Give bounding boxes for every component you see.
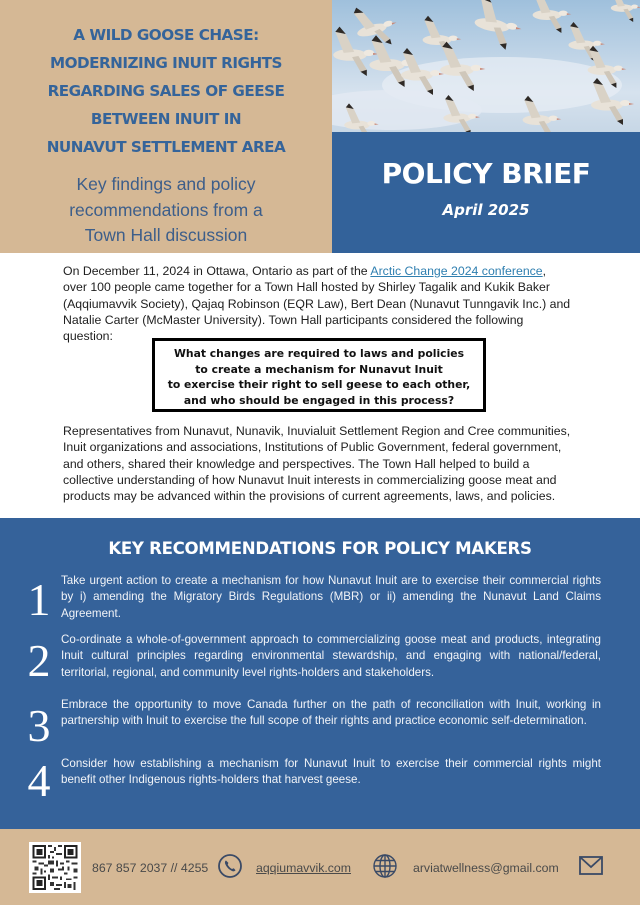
context-line: products may be advanced within the provisions of current agreements, laws, and policies.: [63, 489, 556, 504]
title-line: MODERNIZING INUIT RIGHTS: [49, 54, 282, 72]
document-subtitle: [0, 172, 332, 249]
recommendations-section: [0, 518, 640, 829]
header: [0, 0, 640, 253]
flying-geese-illustration: [332, 0, 640, 132]
recommendation-text: Take urgent action to create a mechanism for how Nunavut Inuit are to exercise their commercial rights by i) amending the Migratory Birds Regulations (MBR) or ii) amending the Nunavut Land Claims Agreement.: [61, 574, 601, 620]
intro-line: question:: [63, 329, 113, 344]
recommendations-heading: KEY RECOMMENDATIONS FOR POLICY MAKERS: [108, 539, 532, 558]
phone-icon: [217, 853, 243, 884]
policy-brief-banner: [332, 132, 640, 253]
recommendation-number: 3: [27, 700, 51, 751]
qr-code-icon: [32, 845, 78, 890]
title-line: BETWEEN INUIT IN: [90, 110, 242, 128]
subtitle-line: Town Hall discussion: [84, 225, 248, 245]
email-address[interactable]: arviatwellness@gmail.com: [413, 861, 559, 875]
brief-panel: [332, 0, 640, 253]
publication-date: April 2025: [442, 201, 530, 219]
context-line: Inuit organizations and associations, Institutions of Public Government, federal government,: [63, 440, 562, 455]
question-line: to create a mechanism for Nunavut Inuit: [195, 362, 443, 376]
context-line: and others, shared their knowledge and perspectives. The Town Hall helped to build a: [63, 456, 530, 471]
envelope-icon: [579, 856, 603, 881]
question-line: to exercise their right to sell geese to each other,: [167, 378, 471, 391]
context-paragraph: [63, 423, 608, 504]
recommendation-text: Co-ordinate a whole-of-government approach to commercializing goose meat and products, integrating Inuit cultural principles regarding environmental stewardship, and engaging with national/federal, territorial, regional, and community level rights-holders and stakeholders.: [61, 633, 601, 679]
question-line: and who should be engaged in this process?: [183, 393, 455, 407]
recommendation-text: Consider how establishing a mechanism for Nunavut Inuit to exercise their commercial rights might benefit other Indigenous rights-holders that harvest geese.: [61, 757, 601, 787]
title-line: NUNAVUT SETTLEMENT AREA: [46, 138, 286, 156]
intro-line: over 100 people came together for a Town Hall hosted by Shirley Tagalik and Kukik Baker: [63, 280, 550, 295]
recommendation-text: Embrace the opportunity to move Canada further on the path of reconciliation with Inuit, working in partnership with Inuit to exercise the full scope of their rights and practice economic self-determination.: [61, 698, 601, 728]
question-line: What changes are required to laws and policies: [173, 347, 465, 360]
intro-paragraph: [63, 263, 593, 344]
intro-line: On December 11, 2024 in Ottawa, Ontario as part of the Arctic Change 2024 conference,: [63, 264, 547, 278]
intro-line: (Aqqiumavvik Society), Qajaq Robinson (EQR Law), Bert Dean (Nunavut Tunngavik Inc.) and: [63, 296, 571, 311]
website-link[interactable]: aqqiumavvik.com: [256, 861, 351, 875]
arctic-change-conference-link[interactable]: Arctic Change 2024 conference: [370, 264, 543, 278]
context-line: collective understanding of how Nunavut Inuit interests in commercializing goose meat and: [63, 472, 557, 487]
qr-code[interactable]: [29, 842, 81, 893]
title-line: REGARDING SALES OF GEESE: [47, 82, 285, 100]
subtitle-line: recommendations from a: [69, 199, 263, 220]
title-panel: [0, 0, 332, 253]
geese-photo: [332, 0, 640, 132]
contact-footer: [0, 829, 640, 905]
globe-icon: [372, 853, 398, 884]
intro-line: Natalie Carter (McMaster University). Town Hall participants considered the following: [63, 312, 524, 327]
title-line: A WILD GOOSE CHASE:: [73, 26, 259, 44]
recommendation-number: 4: [27, 755, 51, 806]
subtitle-line: Key findings and policy: [76, 174, 256, 194]
recommendation-number: 1: [27, 574, 51, 625]
recommendation-number: 2: [27, 635, 51, 686]
phone-number: 867 857 2037 // 4255: [92, 861, 209, 875]
policy-brief-label: POLICY BRIEF: [381, 157, 591, 190]
document-title: [0, 21, 332, 161]
context-line: Representatives from Nunavut, Nunavik, Inuvialuit Settlement Region and Cree communities,: [63, 424, 571, 438]
guiding-question-box: [152, 338, 486, 412]
